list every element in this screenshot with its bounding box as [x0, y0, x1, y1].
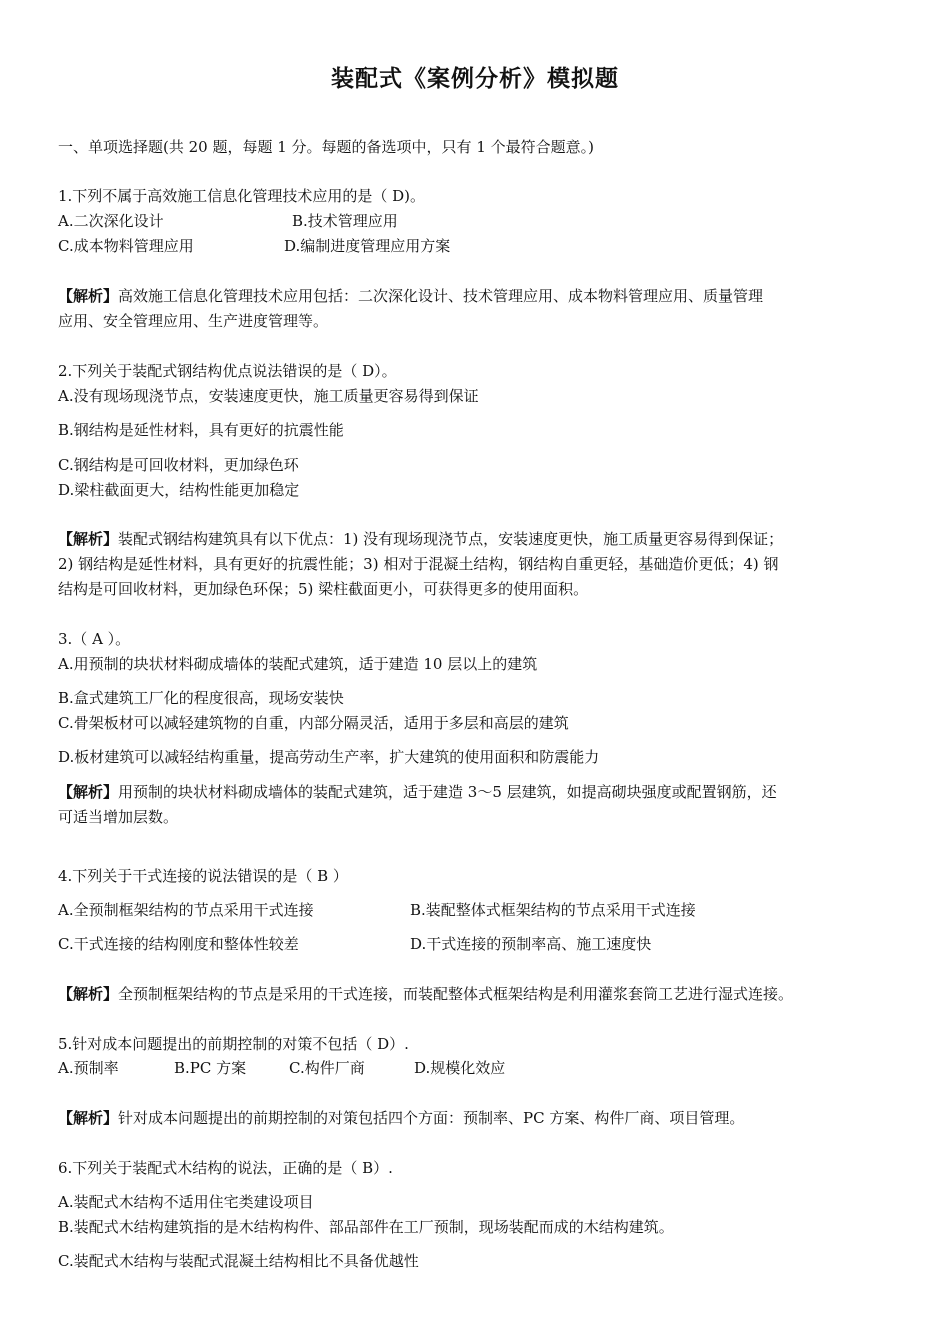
question-2-explanation-line-1: 【解析】装配式钢结构建筑具有以下优点：1) 没有现场现浇节点，安装速度更快，施工质量更容易得到保证； — [58, 530, 784, 548]
question-2-explanation-line-2: 2) 钢结构是延性材料，具有更好的抗震性能；3) 相对于混凝土结构，钢结构自重更轻，基础造价更低；4) 钢 — [58, 555, 779, 573]
question-4-option-b: B.装配整体式框架结构的节点采用干式连接 — [410, 901, 696, 919]
explanation-tag: 【解析】 — [58, 985, 119, 1003]
question-5-stem: 5.针对成本问题提出的前期控制的对策不包括（ D）. — [58, 1035, 409, 1053]
question-3-option-a: A.用预制的块状材料砌成墙体的装配式建筑，适于建造 10 层以上的建筑 — [58, 655, 538, 673]
question-5-option-d: D.规模化效应 — [414, 1059, 506, 1077]
question-4-option-c: C.干式连接的结构刚度和整体性较差 — [58, 935, 299, 953]
question-3-option-b: B.盒式建筑工厂化的程度很高，现场安装快 — [58, 689, 344, 707]
question-1-option-d: D.编制进度管理应用方案 — [284, 237, 451, 255]
question-1-explanation-line-2: 应用、安全管理应用、生产进度管理等。 — [58, 312, 329, 330]
question-4-stem: 4.下列关于干式连接的说法错误的是（ B ） — [58, 867, 348, 885]
question-1-option-b: B.技术管理应用 — [292, 212, 398, 230]
question-1-stem: 1.下列不属于高效施工信息化管理技术应用的是（ D)。 — [58, 187, 425, 205]
explanation-tag: 【解析】 — [58, 783, 119, 801]
question-1-option-a: A.二次深化设计 — [58, 212, 164, 230]
question-5-option-b: B.PC 方案 — [174, 1059, 247, 1077]
question-2-explanation-line-3: 结构是可回收材料，更加绿色环保；5) 梁柱截面更小，可获得更多的使用面积。 — [58, 580, 589, 598]
question-2-option-d: D.梁柱截面更大，结构性能更加稳定 — [58, 481, 300, 499]
question-1-explanation-line-1: 【解析】高效施工信息化管理技术应用包括：二次深化设计、技术管理应用、成本物料管理应用、质量管理 — [58, 287, 764, 305]
explanation-tag: 【解析】 — [58, 530, 119, 548]
question-5-option-a: A.预制率 — [58, 1059, 119, 1077]
question-6-option-c: C.装配式木结构与装配式混凝土结构相比不具备优越性 — [58, 1252, 419, 1270]
question-4-explanation-line-1: 【解析】全预制框架结构的节点是采用的干式连接，而装配整体式框架结构是利用灌浆套筒工艺进行湿式连接。 — [58, 985, 794, 1003]
question-3-explanation-line-1: 【解析】用预制的块状材料砌成墙体的装配式建筑，适于建造 3～5 层建筑，如提高砌块强度或配置钢筋，还 — [58, 783, 777, 801]
question-4-option-a: A.全预制框架结构的节点采用干式连接 — [58, 901, 314, 919]
question-3-option-d: D.板材建筑可以减轻结构重量，提高劳动生产率，扩大建筑的使用面积和防震能力 — [58, 748, 600, 766]
section-heading: 一、单项选择题(共 20 题，每题 1 分。每题的备选项中，只有 1 个最符合题意。) — [58, 138, 594, 156]
question-2-option-a: A.没有现场现浇节点，安装速度更快，施工质量更容易得到保证 — [58, 387, 479, 405]
page-title: 装配式《案例分析》模拟题 — [331, 66, 619, 92]
explanation-tag: 【解析】 — [58, 1109, 119, 1127]
question-3-explanation-line-2: 可适当增加层数。 — [58, 808, 179, 826]
question-2-option-c: C.钢结构是可回收材料，更加绿色环 — [58, 456, 299, 474]
question-5-option-c: C.构件厂商 — [289, 1059, 365, 1077]
question-4-option-d: D.干式连接的预制率高、施工速度快 — [410, 935, 652, 953]
question-5-explanation-line-1: 【解析】针对成本问题提出的前期控制的对策包括四个方面：预制率、PC 方案、构件厂商、项目管理。 — [58, 1109, 745, 1127]
question-6-stem: 6.下列关于装配式木结构的说法，正确的是（ B）. — [58, 1159, 393, 1177]
question-2-stem: 2.下列关于装配式钢结构优点说法错误的是（ D）。 — [58, 362, 397, 380]
question-3-stem: 3.（ A ）。 — [58, 630, 131, 648]
question-1-option-c: C.成本物料管理应用 — [58, 237, 194, 255]
explanation-tag: 【解析】 — [58, 287, 119, 305]
question-6-option-a: A.装配式木结构不适用住宅类建设项目 — [58, 1193, 314, 1211]
question-6-option-b: B.装配式木结构建筑指的是木结构构件、部品部件在工厂预制，现场装配而成的木结构建筑。 — [58, 1218, 674, 1236]
question-2-option-b: B.钢结构是延性材料，具有更好的抗震性能 — [58, 421, 344, 439]
question-3-option-c: C.骨架板材可以减轻建筑物的自重，内部分隔灵活，适用于多层和高层的建筑 — [58, 714, 569, 732]
